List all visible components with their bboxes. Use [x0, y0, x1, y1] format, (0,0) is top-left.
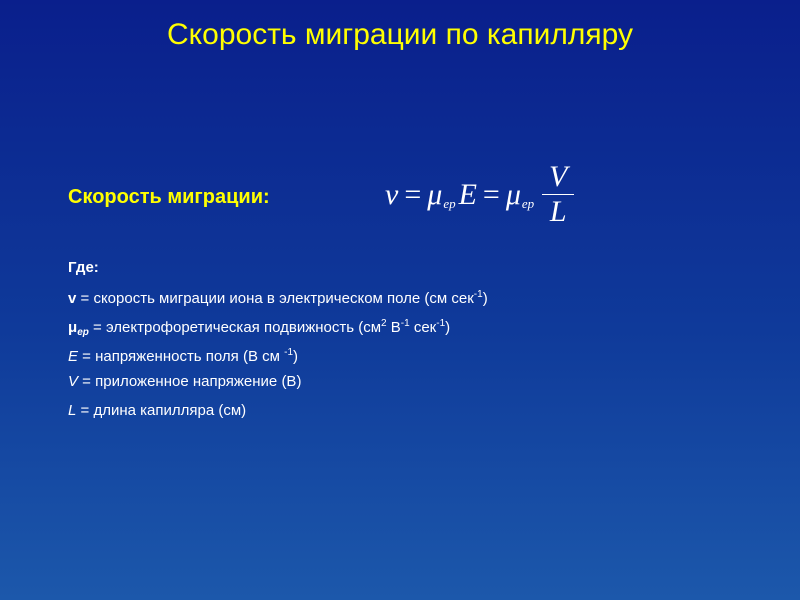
definition-mu-sup-2: -1 [400, 318, 410, 329]
definition-v-voltage-symbol: V [68, 373, 79, 390]
definition-mu-text-2: В [386, 319, 401, 336]
definitions-list [68, 285, 488, 430]
definition-mu-sup-3: -1 [436, 318, 446, 329]
migration-speed-label: Скорость миграции: [68, 186, 270, 208]
formula-mu-2: μ [505, 177, 521, 211]
slide-title: Скорость миграции по капилляру [167, 18, 633, 51]
definition-v-voltage [68, 372, 488, 401]
definition-mu-text-1: = электрофоретическая подвижность (см [88, 319, 382, 336]
definition-l-text: = длина капилляра (см) [76, 402, 247, 419]
where-heading: Где: [68, 259, 99, 276]
definition-e-text: = напряженность поля (В см [78, 348, 285, 365]
fraction-numerator: V [549, 160, 568, 193]
formula-equals-2: = [482, 177, 500, 211]
definition-e-sup: -1 [284, 347, 294, 358]
formula-v: v [385, 177, 399, 211]
definition-e-symbol: E [68, 348, 79, 365]
definition-l [68, 401, 488, 430]
definition-mu-symbol: μ [68, 319, 78, 336]
formula-equals-1: = [404, 177, 422, 211]
definition-v-sup: -1 [473, 289, 483, 300]
definition-l-symbol: L [68, 402, 77, 419]
formula-mu-1: μ [427, 177, 443, 211]
formula-e: E [458, 177, 477, 211]
fraction-denominator: L [549, 195, 567, 228]
definition-e [68, 343, 488, 372]
definition-e-end: ) [293, 348, 299, 365]
definition-v-text: = скорость миграции иона в электрическом поле (см сек [76, 290, 474, 307]
formula-mu-1-subscript: ep [443, 195, 456, 211]
definition-mu-sub: ep [77, 327, 89, 338]
formula-fraction [542, 160, 574, 229]
formula-mu-2-subscript: ep [521, 195, 535, 211]
definition-mu-end: ) [445, 319, 451, 336]
definition-mu-sup-1: 2 [381, 318, 387, 329]
definition-v-symbol: v [68, 290, 77, 307]
definition-mu [68, 314, 488, 343]
definition-v-end: ) [482, 290, 488, 307]
migration-formula [385, 160, 574, 229]
definition-mu-text-3: сек [409, 319, 437, 336]
definition-v [68, 285, 488, 314]
definition-v-voltage-text: = приложенное напряжение (В) [78, 373, 302, 390]
